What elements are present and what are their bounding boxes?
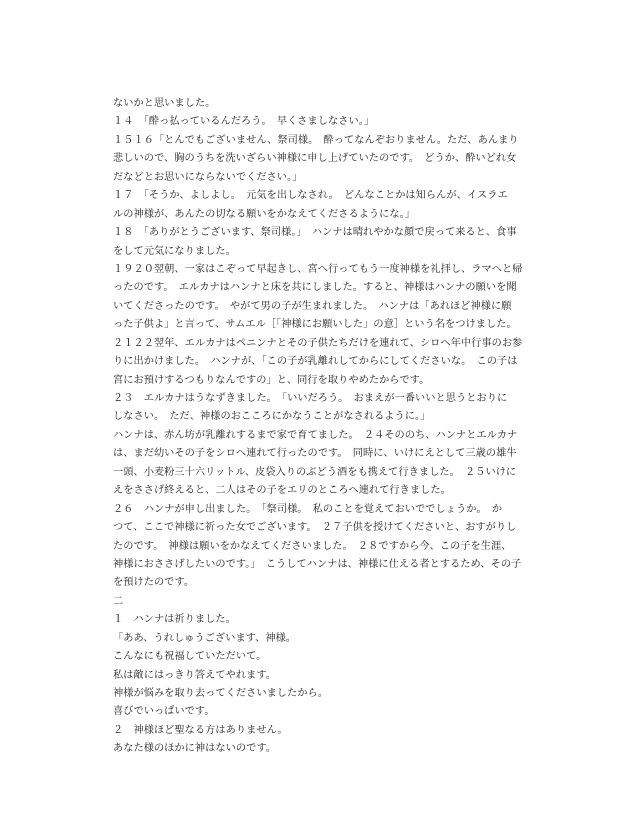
text-line: 私は敵にはっきり答えてやれます。 bbox=[113, 669, 276, 681]
text-line: ２６ ハンナが申し出ました。 「祭司様。 私のことを覚えておいででしょうか。 か bbox=[113, 503, 503, 515]
text-line: 神様が悩みを取り去ってくださいましたから。 bbox=[113, 688, 328, 699]
text-line: ルの神様が、あんたの切なる願いをかなえてくださるようにな。」 bbox=[113, 208, 416, 220]
text-line: １ ハンナは祈りました。 bbox=[113, 614, 236, 626]
text-line: 喜びでいっぱいです。 bbox=[113, 706, 215, 718]
document-page bbox=[113, 95, 533, 759]
text-line: しなさい。 ただ、神様のおこころにかなうことがなされるように。」 bbox=[113, 411, 431, 423]
text-line: こんなにも祝福していただいて。 bbox=[113, 651, 267, 663]
text-line: ２１２２翌年、エルカナはペニンナとその子供たちだけを連れて、シロへ年中行事のお参 bbox=[113, 337, 523, 349]
text-line: １５１６「とんでもございません、祭司様。 酔ってなんぞおりません。ただ、あんまり bbox=[113, 134, 519, 146]
text-line: 悲しいので、胸のうちを洗いざらい神様に申し上げていたのです。 どうか、酔いどれ女 bbox=[113, 153, 517, 165]
text-line: は、まだ幼いその子をシロへ連れて行ったのです。 同時に、いけにえとして三歳の雄牛 bbox=[113, 448, 517, 460]
text-line: ２３ エルカナはうなずきました。 「いいだろう。 おまえが一番いいと思うとおりに bbox=[113, 393, 508, 404]
text-line: えをささげ終えると、二人はその子をエリのところへ連れて行きました。 bbox=[113, 485, 451, 497]
text-line: １８ 「ありがとうございます、祭司様。」 ハンナは晴れやかな顔で戻って来ると、食事 bbox=[113, 227, 517, 239]
text-line: あなた様のほかに神はないのです。 bbox=[113, 743, 276, 755]
chapter-heading: 二 bbox=[113, 595, 124, 607]
text-line: だなどとお思いにならないでください。」 bbox=[113, 171, 303, 183]
text-line: ハンナは、赤ん坊が乳離れするまで家で育てました。 ２４そののち、ハンナとエルカナ bbox=[113, 429, 518, 441]
text-line: ったのです。 エルカナはハンナと床を共にしました。すると、神様はハンナの願いを聞 bbox=[113, 282, 517, 294]
text-line: たのです。 神様は願いをかなえてくださいました。 ２８ですから今、この子を生涯、 bbox=[113, 540, 512, 552]
text-line: 神様におささげしたいのです。」 こうしてハンナは、神様に仕える者とするため、その子 bbox=[113, 558, 522, 570]
text-line: １７ 「そうか、よしよし。 元気を出しなされ。 どんなことかは知らんが、イスラエ bbox=[113, 190, 508, 202]
text-line: を預けたのです。 bbox=[113, 577, 195, 589]
text-line: １４ 「酔っ払っているんだろう。 早くさましなさい。」 bbox=[113, 116, 375, 128]
text-line: つて、ここで神様に祈った女でございます。 ２７子供を授けてくださいと、おすがりし bbox=[113, 522, 517, 534]
text-line: １９２０翌朝、一家はこぞって早起きし、宮へ行ってもう一度神様を礼拝し、ラマへと帰 bbox=[113, 263, 523, 275]
text-line: 宮にお預けするつもりなんですの」と、同行を取りやめたからです。 bbox=[113, 374, 430, 386]
text-line: いてくださったのです。 やがて男の子が生まれました。 ハンナは「あれほど神様に願 bbox=[113, 300, 512, 312]
text-line: ないかと思いました。 bbox=[113, 98, 216, 109]
text-line: った子供よ」と言って、サムエル［「神様にお願いした」の意］という名をつけました。 bbox=[113, 319, 517, 331]
text-line: をして元気になりました。 bbox=[113, 245, 236, 257]
text-line: りに出かけました。 ハンナが、「この子が乳離れしてからにしてくださいな。 この子は bbox=[113, 356, 518, 368]
text-line: ２ 神様ほど聖なる方はありません。 bbox=[113, 724, 288, 736]
text-line: 「ああ、うれしゅうございます、神様。 bbox=[113, 632, 297, 644]
text-line: 一頭、小麦粉三十六リットル、皮袋入りのぶどう酒をも携えて行きました。 ２５いけに bbox=[113, 466, 517, 478]
